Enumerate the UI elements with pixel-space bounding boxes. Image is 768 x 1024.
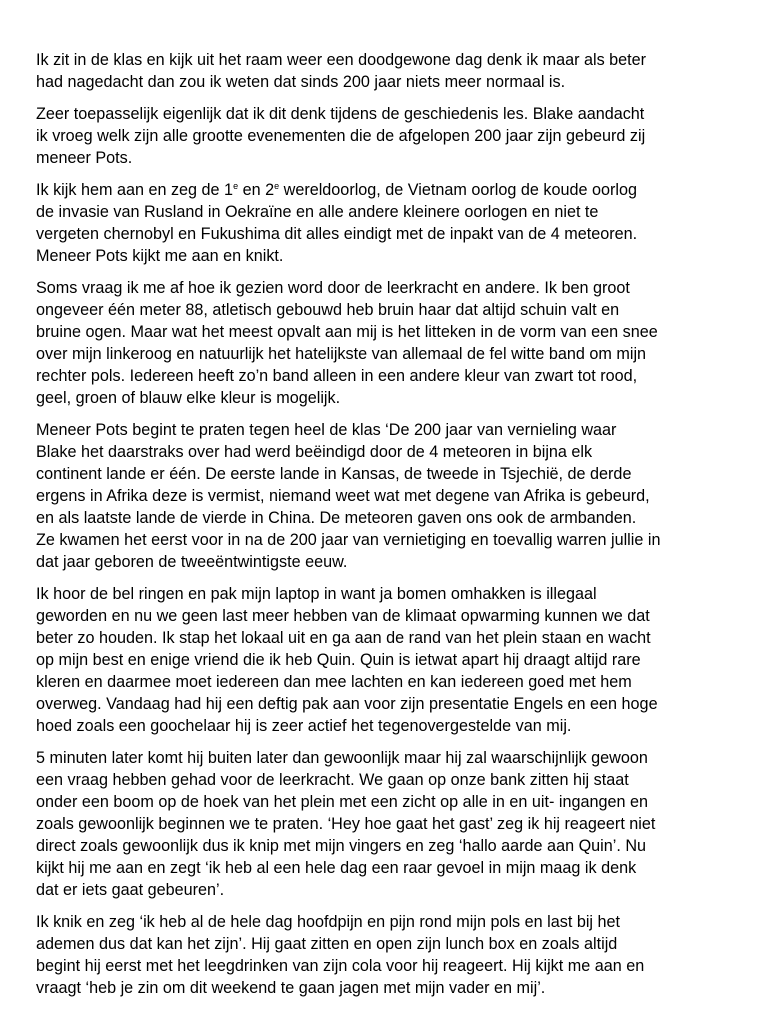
text-line: geworden en nu we geen last meer hebben van de klimaat opwarming kunnen we dat <box>36 607 650 625</box>
text-line: geel, groen of blauw elke kleur is mogelijk. <box>36 389 341 407</box>
text-line: had nagedacht dan zou ik weten dat sinds 200 jaar niets meer normaal is. <box>36 73 566 91</box>
text-line: vraagt ‘heb je zin om dit weekend te gaan jagen met mijn vader en mij’. <box>36 979 546 997</box>
text-line: continent lande er één. De eerste lande in Kansas, de tweede in Tsjechië, de derde <box>36 465 632 483</box>
text-fragment: en 2 <box>238 181 275 199</box>
text-line: Meneer Pots begint te praten tegen heel de klas ‘De 200 jaar van vernieling waar <box>36 421 617 439</box>
text-line: 5 minuten later komt hij buiten later dan gewoonlijk maar hij zal waarschijnlijk gewoon <box>36 749 648 767</box>
text-line: ergens in Afrika deze is vermist, niemand weet wat met degene van Afrika is gebeurd, <box>36 487 650 505</box>
text-line: ik vroeg welk zijn alle grootte evenementen die de afgelopen 200 jaar zijn gebeurd zij <box>36 127 646 145</box>
text-line: Blake het daarstraks over had werd beëindigd door de 4 meteoren in bijna elk <box>36 443 593 461</box>
text-line: en als laatste lande de vierde in China. De meteoren gaven ons ook de armbanden. <box>36 509 637 527</box>
text-line: op mijn best en enige vriend die ik heb Quin. Quin is ietwat apart hij draagt altijd rare <box>36 651 641 669</box>
text-line: Ze kwamen het eerst voor in na de 200 jaar van vernietiging en toevallig warren jullie in <box>36 531 661 549</box>
text-line: Zeer toepasselijk eigenlijk dat ik dit denk tijdens de geschiedenis les. Blake aandacht <box>36 105 645 123</box>
ordinal-superscript: e <box>274 181 280 191</box>
text-line: dat er iets gaat gebeuren’. <box>36 881 225 899</box>
text-line: hoed zoals een goochelaar hij is zeer actief het tegenovergestelde van mij. <box>36 717 572 735</box>
text-line: onder een boom op de hoek van het plein met een zicht op alle in en uit- ingangen en <box>36 793 648 811</box>
text-line: Ik zit in de klas en kijk uit het raam weer een doodgewone dag denk ik maar als beter <box>36 51 647 69</box>
text-line <box>36 179 738 201</box>
text-line: over mijn linkeroog en natuurlijk het hatelijkste van allemaal de fel witte band om mijn <box>36 345 647 363</box>
paragraph-3 <box>36 179 738 267</box>
paragraph-6 <box>36 583 738 737</box>
paragraph-4 <box>36 277 738 409</box>
text-line: kleren en daarmee moet iedereen dan mee lachten en kan iedereen goed met hem <box>36 673 632 691</box>
text-line: Ik knik en zeg ‘ik heb al de hele dag hoofdpijn en pijn rond mijn pols en last bij het <box>36 913 621 931</box>
text-line: direct zoals gewoonlijk dus ik knip met mijn vingers en zeg ‘hallo aarde aan Quin’. Nu <box>36 837 647 855</box>
paragraph-2 <box>36 103 738 169</box>
text-line: overweg. Vandaag had hij een deftig pak aan voor zijn presentatie Engels en een hoge <box>36 695 658 713</box>
paragraph-8 <box>36 911 738 999</box>
text-fragment: Ik kijk hem aan en zeg de 1 <box>36 181 234 199</box>
text-line: kijkt hij me aan en zegt ‘ik heb al een hele dag een raar gevoel in mijn maag ik denk <box>36 859 637 877</box>
text-line: begint hij eerst met het leegdrinken van zijn cola voor hij reageert. Hij kijkt me aan en <box>36 957 645 975</box>
text-line: rechter pols. Iedereen heeft zo’n band alleen in een andere kleur van zwart tot rood, <box>36 367 638 385</box>
paragraph-7 <box>36 747 738 901</box>
text-line: dat jaar geboren de tweeëntwintigste eeuw. <box>36 553 348 571</box>
text-line: meneer Pots. <box>36 149 133 167</box>
text-line: ademen dus dat kan het zijn’. Hij gaat zitten en open zijn lunch box en zoals altijd <box>36 935 618 953</box>
text-line: zoals gewoonlijk beginnen we te praten. ‘Hey hoe gaat het gast’ zeg ik hij reageert niet <box>36 815 656 833</box>
paragraph-1 <box>36 49 738 93</box>
text-line: ongeveer één meter 88, atletisch gebouwd heb bruin haar dat altijd schuin valt en <box>36 301 620 319</box>
text-line: Meneer Pots kijkt me aan en knikt. <box>36 247 284 265</box>
text-line: Soms vraag ik me af hoe ik gezien word door de leerkracht en andere. Ik ben groot <box>36 279 630 297</box>
paragraph-5 <box>36 419 738 573</box>
text-line: Ik hoor de bel ringen en pak mijn laptop in want ja bomen omhakken is illegaal <box>36 585 597 603</box>
text-fragment: wereldoorlog, de Vietnam oorlog de koude oorlog <box>279 181 637 199</box>
text-line: bruine ogen. Maar wat het meest opvalt aan mij is het litteken in de vorm van een snee <box>36 323 658 341</box>
ordinal-superscript: e <box>233 181 239 191</box>
text-line: beter zo houden. Ik stap het lokaal uit en ga aan de rand van het plein staan en wacht <box>36 629 651 647</box>
text-line: de invasie van Rusland in Oekraïne en alle andere kleinere oorlogen en niet te <box>36 203 599 221</box>
text-line: vergeten chernobyl en Fukushima dit alles eindigt met de inpakt van de 4 meteoren. <box>36 225 638 243</box>
text-line: een vraag hebben gehad voor de leerkracht. We gaan op onze bank zitten hij staat <box>36 771 629 789</box>
